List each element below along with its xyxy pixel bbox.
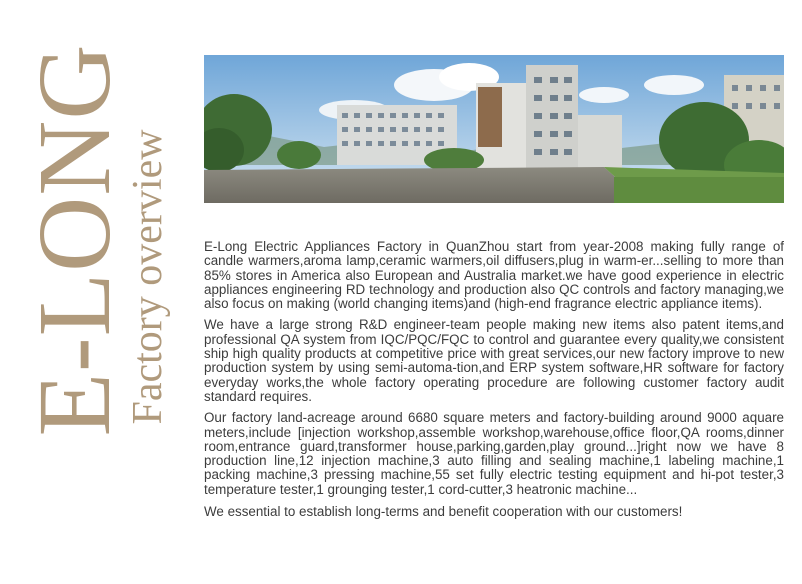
body-text [204,240,784,526]
paragraph-history: E-Long Electric Appliances Factory in QuanZhou start from year-2008 making fully range of candle warmers,aroma lamp,ceramic warmers,oil diffusers,plug in warm-er...selling to more than 85% stores in America also European and Australia market.we have good experience in electric appliances engineering RD technology and production also QC controls and factory managing,we also focus on making (world changing items)and (high-end fragrance electric appliance items). [204,239,784,312]
closing-statement: We essential to establish long-terms and benefit cooperation with our customers! [204,504,683,520]
paragraph-facilities: Our factory land-acreage around 6680 square meters and factory-building around 9000 aquare meters,include [injection workshop,assemble workshop,warehouse,office floor,QA rooms,dinner room,entrance guard,transformer house,parking,garden,play ground...]right now we have 8 production line,12 injection machine,3 auto filling and sealing machine,1 labeling machine,1 packing machine,3 pressing machine,55 set fully electric testing equipment and hi-pot tester,3 temperature tester,1 grounging tester,1 cord-cutter,3 heatronic machine... [204,410,784,497]
title-panel [0,0,196,584]
brand-name: E-LONG [17,43,132,437]
factory-photo [204,55,784,203]
factory-photo-illustration [204,55,784,203]
vertical-title [17,43,173,437]
page-subtitle: Factory overview [125,129,171,425]
paragraph-rd-qa: We have a large strong R&D engineer-team people making new items also patent items,and professional QA system from IQC/PQC/FQC to control and guarantee every quality,we consistent ship high quality products at competitive price with great services,our new factory improve to new production system by using semi-automa-tion,and ERP system software,HR software for factory everyday works,the whole factory operating procedure are following customer factory audit standard requires. [204,317,784,404]
